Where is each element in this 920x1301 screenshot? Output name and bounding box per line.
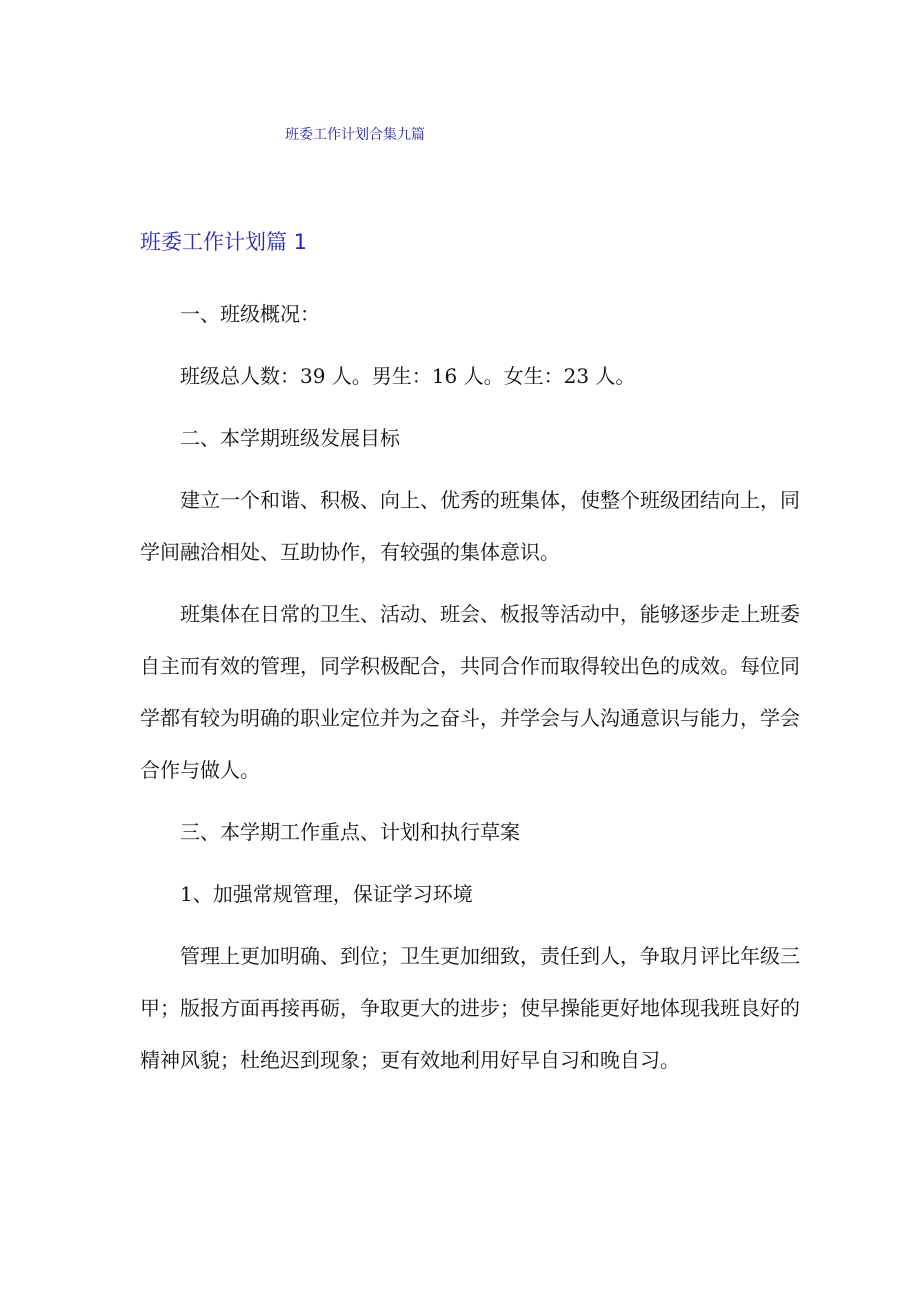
- paragraph-class-overview: 一、班级概况：: [180, 302, 320, 326]
- paragraph-plan-item-1-detail: 管理上更加明确、到位；卫生更加细致，责任到人，争取月评比年级三甲；版报方面再接再砺，争取更大的进步；使早操能更好地体现我班良好的精神风貌；杜绝迟到现象；更有效地利用好早自习和晚自习。: [140, 944, 800, 1072]
- document-title: 班委工作计划合集九篇: [285, 127, 425, 143]
- document-body: [140, 288, 800, 1086]
- section-heading: 班委工作计划篇 1: [140, 230, 308, 254]
- paragraph-plan-item-1: 1、加强常规管理，保证学习环境: [180, 882, 473, 906]
- paragraph-class-size: 班级总人数：39 人。男生：16 人。女生：23 人。: [180, 364, 636, 388]
- paragraph-goal-harmony: 建立一个和谐、积极、向上、优秀的班集体，使整个班级团结向上，同学间融洽相处、互助协作，有较强的集体意识。: [140, 488, 800, 564]
- paragraph-goal-management: 班集体在日常的卫生、活动、班会、板报等活动中，能够逐步走上班委自主而有效的管理，同学积极配合，共同合作而取得较出色的成效。每位同学都有较为明确的职业定位并为之奋斗，并学会与人沟通意识与能力，学会合作与做人。: [140, 602, 800, 782]
- paragraph-goals-heading: 二、本学期班级发展目标: [180, 426, 400, 450]
- paragraph-plan-heading: 三、本学期工作重点、计划和执行草案: [180, 820, 520, 844]
